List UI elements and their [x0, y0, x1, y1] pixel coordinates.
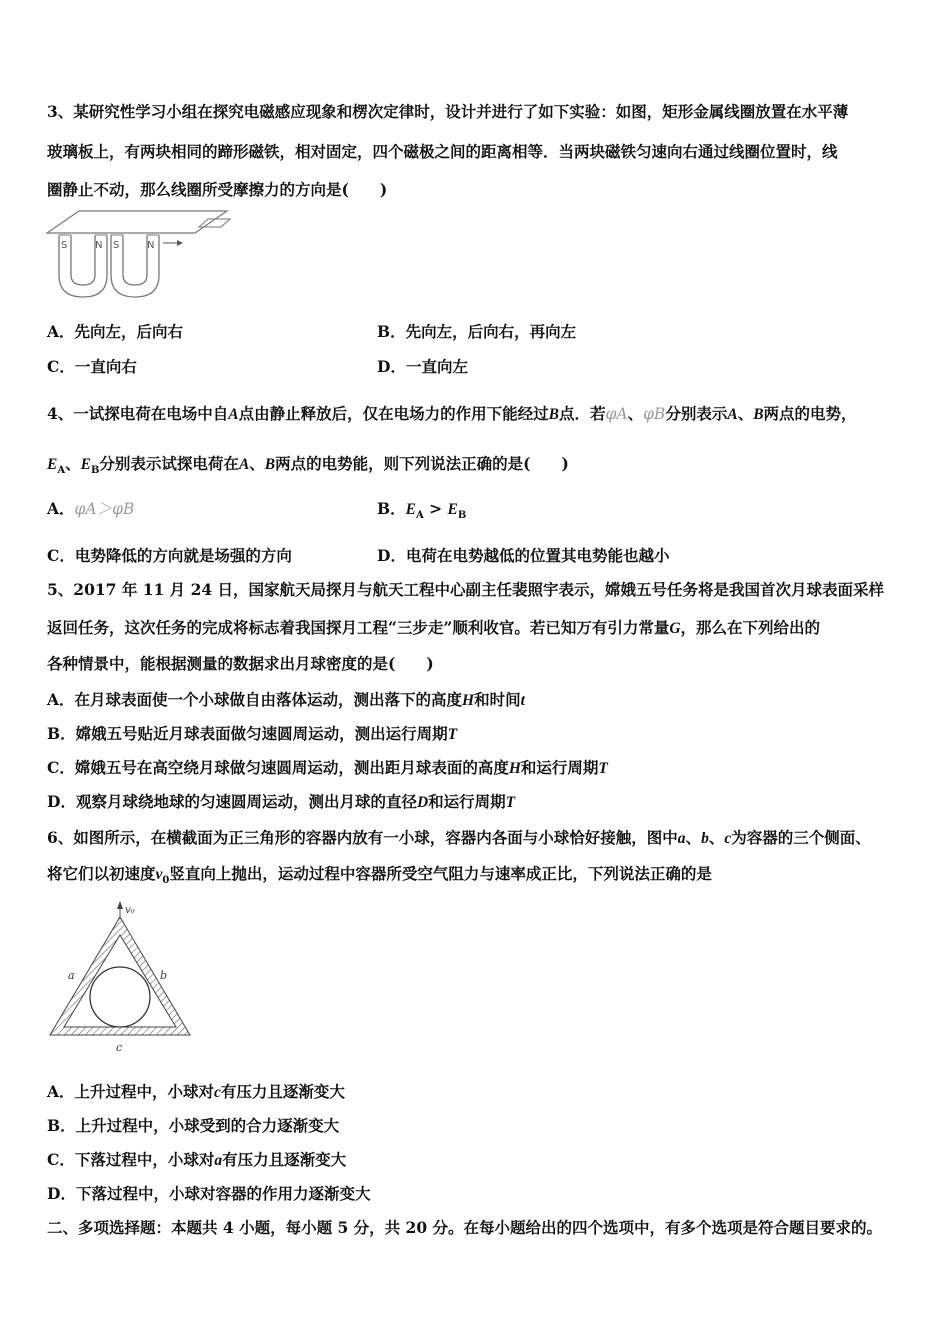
q4-option-a: A．φA＞φB — [47, 499, 135, 518]
q4-option-d: D．电荷在电势越低的位置其电势能也越小 — [377, 546, 670, 565]
pole-label: S — [61, 240, 68, 251]
phi-a-symbol: φA — [605, 405, 628, 423]
q6-option-a: A．上升过程中，小球对c有压力且逐渐变大 — [47, 1082, 345, 1101]
phi-b-symbol: φB — [643, 405, 666, 423]
triangle-container-figure — [48, 895, 208, 1055]
section-2-heading: 二、多项选择题：本题共 4 小题，每小题 5 分，共 20 分。在每小题给出的四个选项中，有多个选项是符合题目要求的。 — [47, 1218, 883, 1237]
q5-option-d: D．观察月球绕地球的匀速圆周运动，测出月球的直径D和运行周期T — [47, 792, 516, 811]
q5-option-c: C．嫦娥五号在高空绕月球做匀速圆周运动，测出距月球表面的高度H和运行周期T — [47, 758, 608, 777]
q5-option-a: A．在月球表面使一个小球做自由落体运动，测出落下的高度H和时间t — [47, 690, 525, 709]
q3-option-d: D．一直向左 — [377, 357, 468, 376]
pole-label: N — [95, 240, 103, 251]
q3-option-c: C．一直向右 — [47, 357, 137, 376]
pole-label: N — [147, 240, 155, 251]
q3-stem-line-1: 3、某研究性学习小组在探究电磁感应现象和楞次定律时，设计并进行了如下实验：如图，矩形金属线圈放置在水平薄 — [47, 102, 849, 121]
side-label-a: a — [68, 969, 75, 982]
q6-option-d: D．下落过程中，小球对容器的作用力逐渐变大 — [47, 1184, 371, 1203]
q5-stem-line-3: 各种情景中，能根据测量的数据求出月球密度的是( ) — [47, 654, 434, 673]
q6-stem-line-2: 将它们以初速度$v_0$竖直向上抛出，运动过程中容器所受空气阻力与速率成正比，下列说法正确的是 — [47, 864, 712, 887]
q4-option-c: C．电势降低的方向就是场强的方向 — [47, 546, 292, 565]
q3-stem-line-2: 玻璃板上，有两块相同的蹄形磁铁，相对固定，四个磁极之间的距离相等．当两块磁铁匀速向右通过线圈位置时，线 — [47, 142, 838, 161]
side-label-c: c — [116, 1041, 123, 1054]
side-label-b: b — [160, 969, 168, 982]
q5-stem-line-2: 返回任务，这次任务的完成将标志着我国探月工程“三步走”顺利收官。若已知万有引力常量G，那么在下列给出的 — [47, 618, 821, 637]
q4-stem-line-1: 4、一试探电荷在电场中自A点由静止释放后，仅在电场力的作用下能经过B点．若φA、φB分别表示A、B两点的电势， — [47, 404, 857, 423]
q5-stem-line-1: 5、2017 年 11 月 24 日，国家航天局探月与航天工程中心副主任裴照宇表示，嫦娥五号任务将是我国首次月球表面采样 — [47, 580, 885, 599]
q5-option-b: B．嫦娥五号贴近月球表面做匀速圆周运动，测出运行周期T — [47, 724, 458, 743]
q6-option-c: C．下落过程中，小球对a有压力且逐渐变大 — [47, 1150, 347, 1169]
v0-label: v₀ — [125, 905, 135, 916]
q4-option-b: B．$E_A > E_B$ — [377, 499, 467, 522]
q6-option-b: B．上升过程中，小球受到的合力逐渐变大 — [47, 1116, 340, 1135]
q3-option-a: A．先向左，后向右 — [47, 322, 184, 341]
magnet-figure — [45, 205, 245, 305]
q6-stem-line-1: 6、如图所示，在横截面为正三角形的容器内放有一小球，容器内各面与小球恰好接触，图中a、b、c为容器的三个侧面、 — [47, 828, 871, 847]
q3-stem-line-3: 圈静止不动，那么线圈所受摩擦力的方向是( ) — [47, 180, 388, 199]
q4-stem-line-2: $E_A$、$E_B$分别表示试探电荷在A、B两点的电势能，则下列说法正确的是( ) — [47, 454, 569, 477]
q3-option-b: B．先向左，后向右，再向左 — [377, 322, 577, 341]
pole-label: S — [113, 240, 120, 251]
